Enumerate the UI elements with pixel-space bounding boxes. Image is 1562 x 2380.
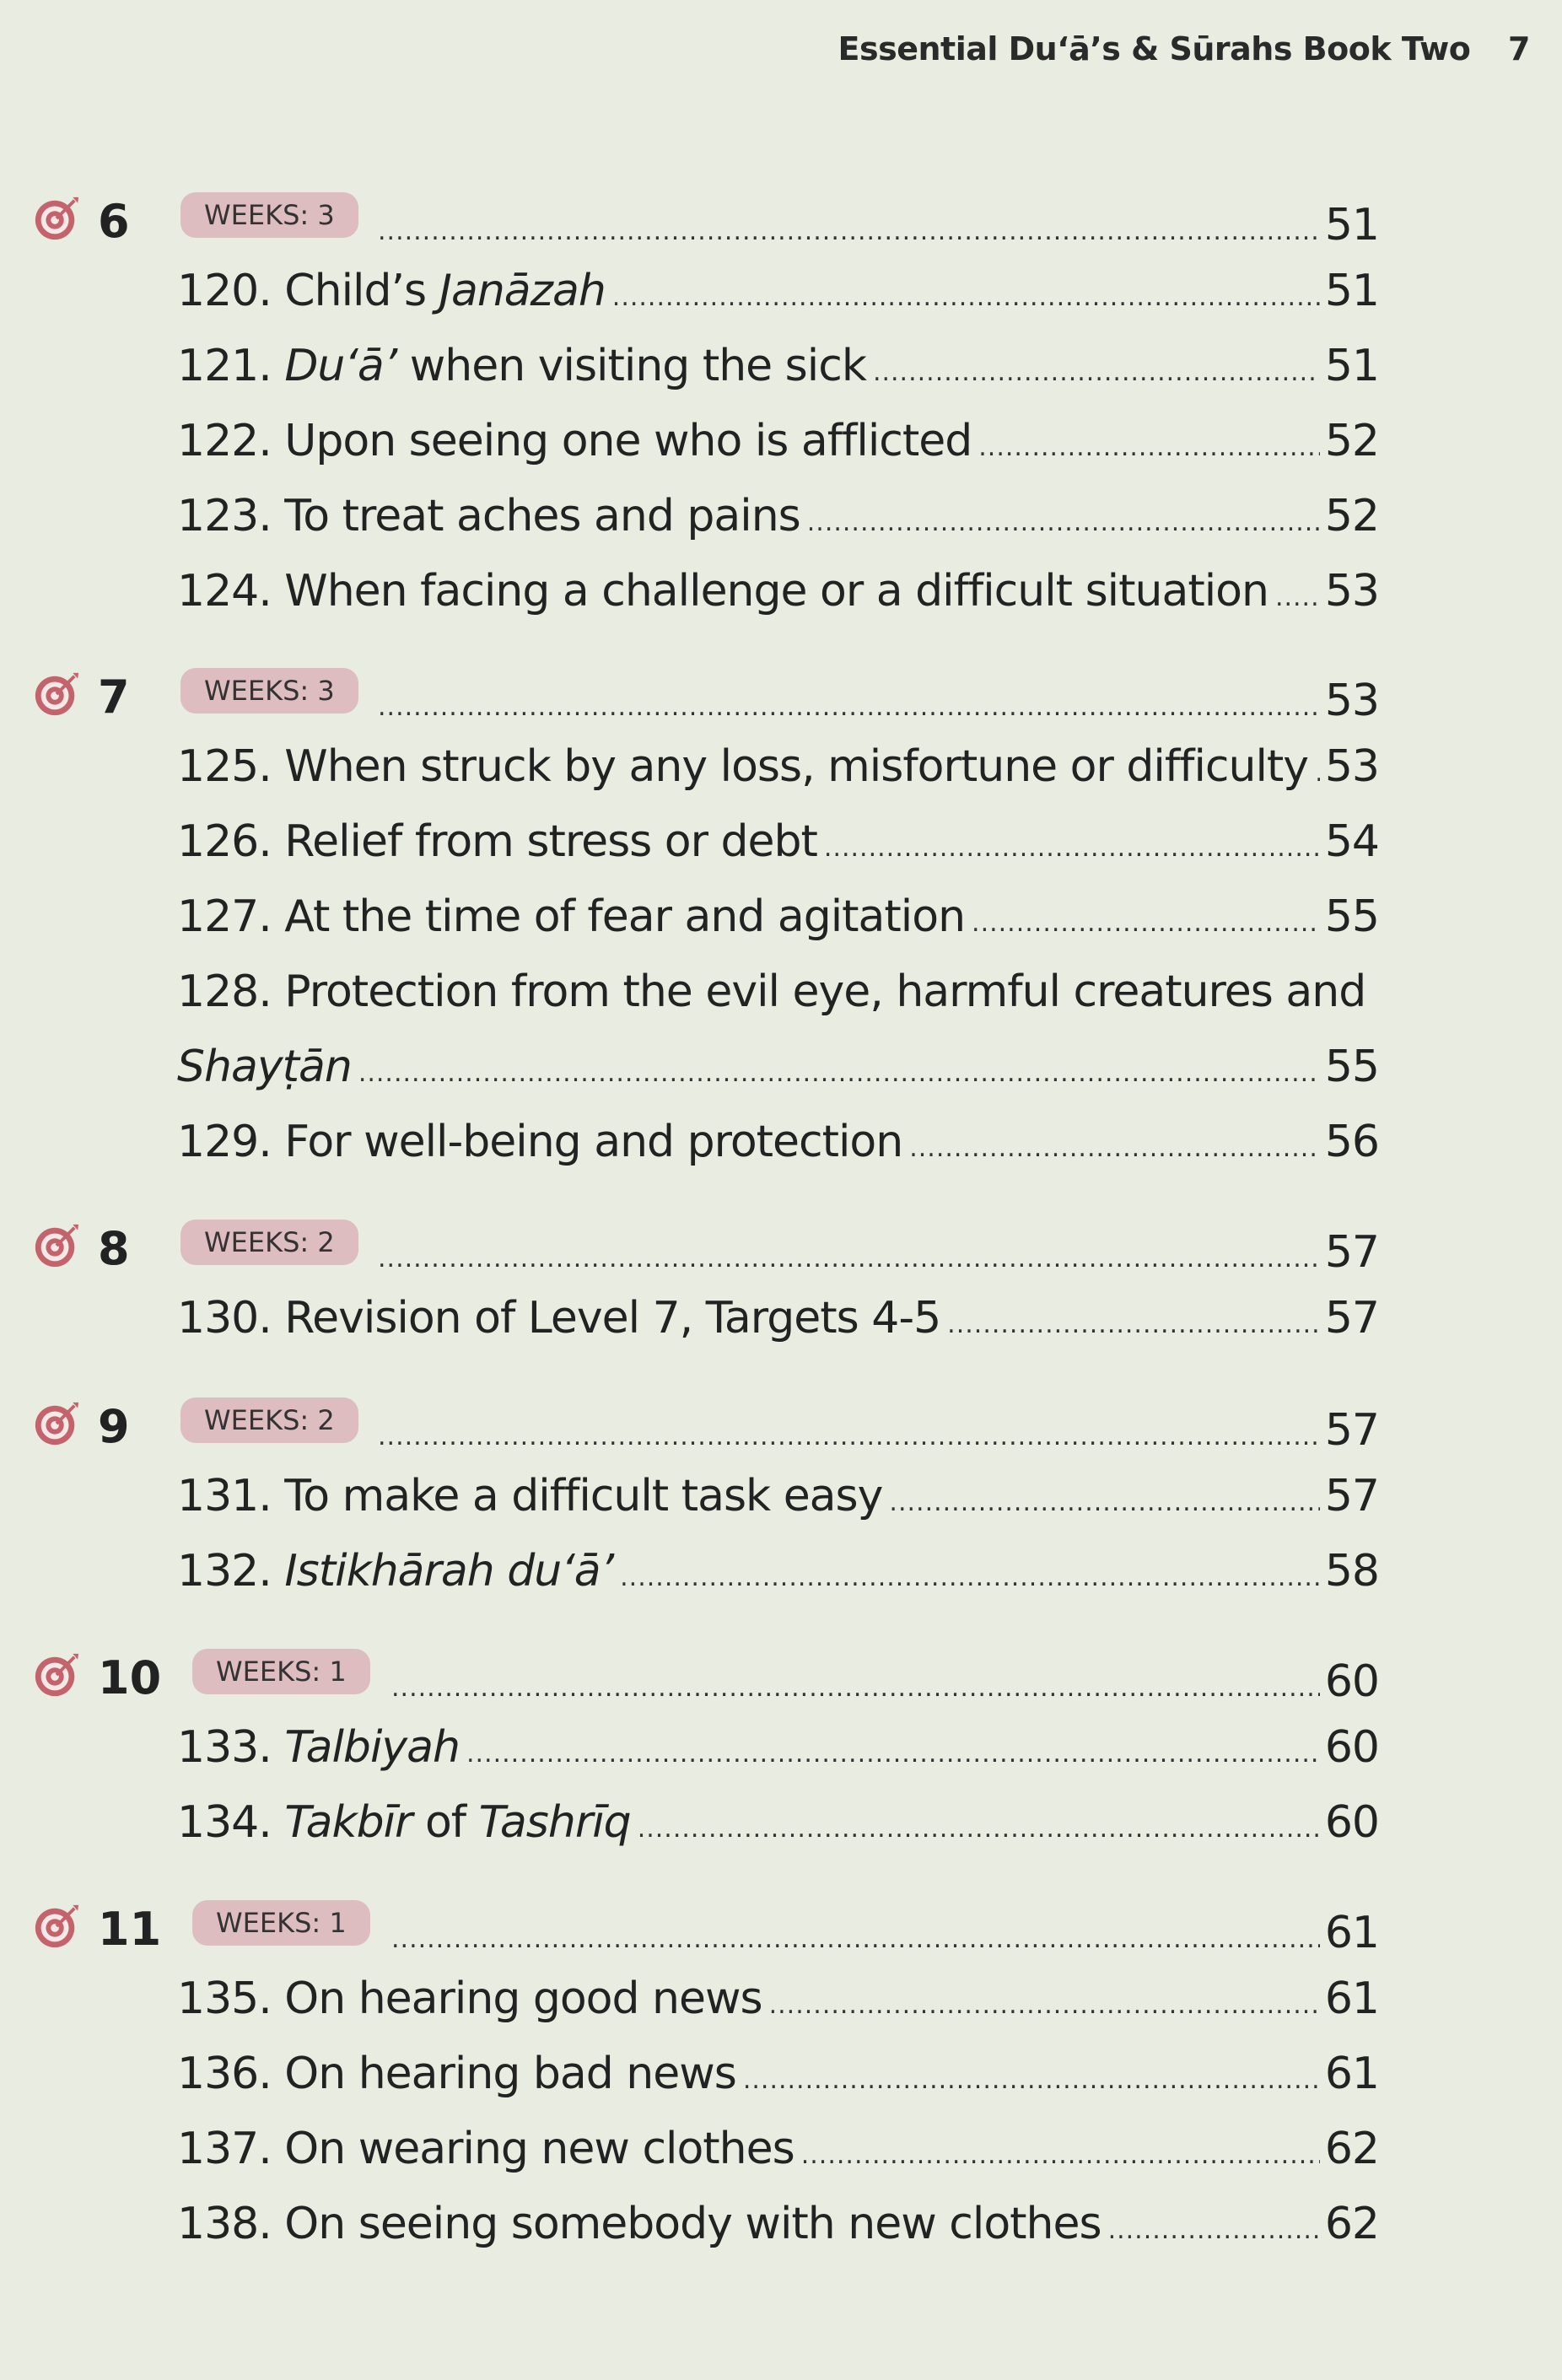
leader-dots	[909, 1123, 1320, 1175]
list-item	[177, 816, 1379, 868]
leader-dots	[378, 1411, 1320, 1463]
weeks-badge: WEEKS: 3	[180, 192, 358, 238]
target-row	[371, 199, 1379, 251]
entry-text: 124. When facing a challenge or a difficult situation	[177, 566, 1268, 617]
list-item	[177, 340, 1379, 392]
target-7-heading	[0, 668, 1562, 727]
weeks-badge: WEEKS: 1	[192, 1649, 370, 1694]
leader-dots	[972, 897, 1320, 950]
page-ref: 58	[1324, 1546, 1379, 1597]
leader-dots	[743, 2054, 1320, 2107]
weeks-badge: WEEKS: 2	[180, 1397, 358, 1443]
entry-text: Shayṭān	[177, 1042, 352, 1092]
leader-dots	[620, 1552, 1320, 1604]
target-number: 11	[98, 1903, 162, 1956]
list-item	[177, 265, 1379, 317]
list-item	[177, 1721, 1379, 1774]
entry-italic: Janāzah	[439, 266, 606, 316]
page-ref: 52	[1324, 491, 1379, 541]
entry-text: 136. On hearing bad news	[177, 2049, 736, 2099]
list-item	[177, 1116, 1379, 1168]
target-number: 9	[98, 1400, 130, 1453]
list-item	[177, 1796, 1379, 1849]
list-item	[177, 1973, 1379, 2025]
list-item	[177, 2198, 1379, 2250]
entry-text: 133. Talbiyah	[177, 1722, 460, 1773]
leader-dots	[978, 422, 1320, 474]
leader-dots	[358, 1047, 1320, 1100]
page-ref: 56	[1324, 1117, 1379, 1167]
list-item	[177, 2123, 1379, 2175]
target-10-heading	[0, 1649, 1562, 1708]
page-ref: 51	[1324, 200, 1379, 250]
target-icon	[32, 670, 81, 719]
page-ref: 55	[1324, 1042, 1379, 1092]
target-row	[371, 675, 1379, 727]
list-item	[177, 1292, 1379, 1344]
page-ref: 51	[1324, 341, 1379, 391]
page-ref: 57	[1324, 1471, 1379, 1521]
leader-dots	[378, 681, 1320, 734]
weeks-badge: WEEKS: 2	[180, 1220, 358, 1265]
entry-text: 135. On hearing good news	[177, 1973, 762, 2024]
target-icon	[32, 1650, 81, 1699]
list-item	[177, 2048, 1379, 2100]
page-ref: 57	[1324, 1227, 1379, 1278]
leader-dots	[378, 206, 1320, 258]
entry-text: 132. Istikhārah du‘ā’	[177, 1546, 614, 1597]
leader-dots	[1108, 2205, 1320, 2257]
list-item	[177, 891, 1379, 943]
list-item	[177, 966, 1379, 1018]
entry-text: 122. Upon seeing one who is afflicted	[177, 416, 972, 466]
target-row	[371, 1226, 1379, 1279]
entry-text: 134. Takbīr of Tashrīq	[177, 1797, 631, 1848]
target-row	[385, 1656, 1379, 1708]
book-title: Essential Du‘ā’s & Sūrahs Book Two	[838, 30, 1471, 67]
entry-text: 123. To treat aches and pains	[177, 491, 800, 541]
target-8-heading	[0, 1220, 1562, 1279]
leader-dots	[612, 272, 1320, 324]
page-ref: 52	[1324, 416, 1379, 466]
page-ref: 60	[1324, 1722, 1379, 1773]
leader-dots	[1275, 572, 1320, 624]
list-item	[177, 415, 1379, 467]
page-ref: 61	[1324, 2049, 1379, 2099]
entry-text: 130. Revision of Level 7, Targets 4-5	[177, 1293, 941, 1343]
page-ref: 57	[1324, 1405, 1379, 1456]
page-ref: 53	[1324, 566, 1379, 617]
leader-dots	[638, 1803, 1320, 1855]
list-item	[177, 565, 1379, 617]
leader-dots	[807, 497, 1320, 549]
target-number: 6	[98, 195, 130, 248]
leader-dots	[466, 1728, 1320, 1780]
page-ref: 57	[1324, 1293, 1379, 1343]
target-icon	[32, 1221, 81, 1270]
entry-prefix: 120. Child’s Janāzah	[177, 266, 606, 316]
list-item	[177, 1545, 1379, 1597]
page-ref: 60	[1324, 1656, 1379, 1707]
page-ref: 62	[1324, 2199, 1379, 2249]
target-number: 8	[98, 1222, 130, 1275]
target-icon	[32, 194, 81, 243]
leader-dots	[391, 1662, 1320, 1715]
leader-dots	[889, 1477, 1319, 1529]
leader-dots	[769, 1979, 1320, 2032]
page-ref: 61	[1324, 1908, 1379, 1958]
page-ref: 61	[1324, 1973, 1379, 2024]
list-item-continuation	[177, 1041, 1379, 1093]
weeks-badge: WEEKS: 1	[192, 1900, 370, 1946]
entry-text: 131. To make a difficult task easy	[177, 1471, 883, 1521]
leader-dots	[801, 2130, 1320, 2182]
page-ref: 54	[1324, 816, 1379, 867]
entry-text: 137. On wearing new clothes	[177, 2124, 794, 2174]
target-9-heading	[0, 1397, 1562, 1457]
target-number: 7	[98, 670, 130, 724]
page-number: 7	[1508, 30, 1530, 67]
entry-text: 129. For well-being and protection	[177, 1117, 903, 1167]
page-ref: 53	[1324, 676, 1379, 726]
target-number: 10	[98, 1651, 162, 1704]
leader-dots	[378, 1233, 1320, 1285]
leader-dots	[1315, 747, 1320, 800]
list-item	[177, 740, 1379, 793]
leader-dots	[873, 347, 1320, 399]
target-11-heading	[0, 1900, 1562, 1959]
target-row	[385, 1907, 1379, 1959]
entry-text: 125. When struck by any loss, misfortune or difficulty	[177, 741, 1309, 792]
list-item	[177, 490, 1379, 542]
target-6-heading	[0, 192, 1562, 251]
entry-text: 126. Relief from stress or debt	[177, 816, 817, 867]
list-item	[177, 1470, 1379, 1522]
leader-dots	[824, 822, 1320, 875]
page-ref: 51	[1324, 266, 1379, 316]
weeks-badge: WEEKS: 3	[180, 668, 358, 713]
target-icon	[32, 1902, 81, 1951]
page-ref: 53	[1324, 741, 1379, 792]
entry-text: 127. At the time of fear and agitation	[177, 891, 966, 942]
entry-text: 138. On seeing somebody with new clothes	[177, 2199, 1101, 2249]
entry-text: 128. Protection from the evil eye, harmful creatures and	[177, 967, 1366, 1017]
leader-dots	[947, 1299, 1320, 1351]
page-ref: 62	[1324, 2124, 1379, 2174]
page-ref: 60	[1324, 1797, 1379, 1848]
page-ref: 55	[1324, 891, 1379, 942]
target-icon	[32, 1399, 81, 1448]
target-row	[371, 1404, 1379, 1457]
entry-text: 121. Du‘ā’ when visiting the sick	[177, 341, 866, 391]
leader-dots	[391, 1914, 1320, 1966]
